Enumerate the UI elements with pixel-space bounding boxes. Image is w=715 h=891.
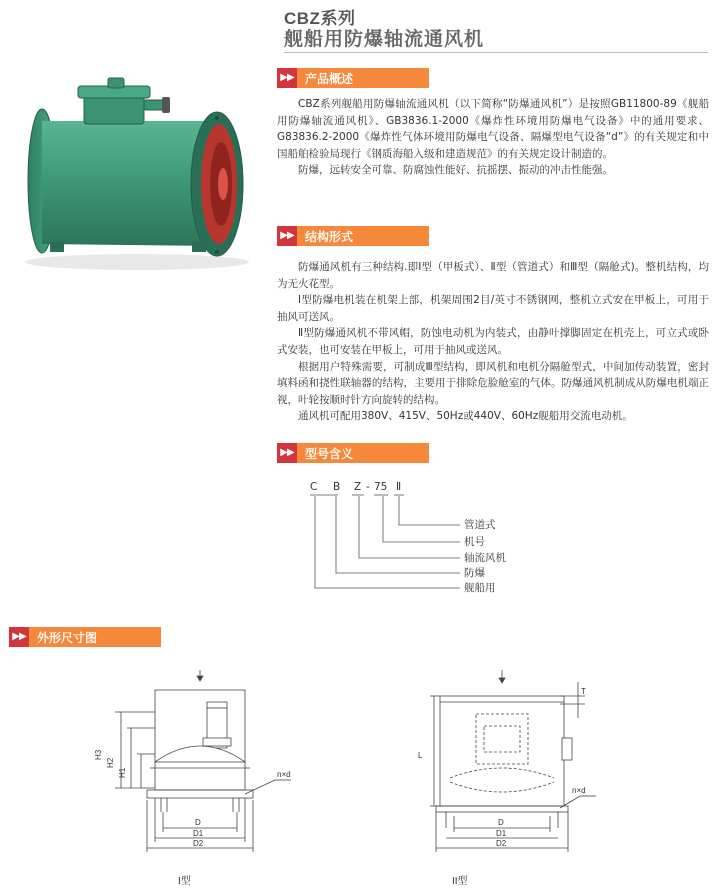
overview-text: [277, 96, 709, 179]
paragraph: 防爆，远转安全可靠、防腐蚀性能好、抗摇摆、振动的冲击性能强。: [298, 164, 613, 177]
meaning-label: 舰船用: [464, 582, 496, 594]
dim-label-h3: H3: [94, 749, 103, 760]
section-banner-structure: [277, 226, 429, 246]
paragraph: 根据用户特殊需要，可制成Ⅲ型结构，即风机和电机分隔舱型式，中间加传动装置，密封填料函和挠性联轴器的结构，主要用于排除危脸舱室的气体。防爆通风机制成从防爆电机端正视，叶轮按顺时针方向旋转的结构。: [277, 360, 709, 406]
dim-label-h2: H2: [106, 757, 115, 768]
code-char: C: [310, 481, 318, 493]
dim-label-l: L: [418, 751, 423, 760]
code-char: Z: [354, 481, 362, 493]
structure-text: [277, 259, 709, 425]
dim-label-d1: D1: [496, 829, 507, 838]
double-chevron-right-icon: ▶▶: [277, 226, 297, 246]
code-char: Ⅱ: [396, 481, 402, 493]
dim-label-d: D: [195, 818, 201, 827]
dim-label-d2: D2: [193, 839, 204, 848]
double-chevron-right-icon: ▶▶: [277, 443, 297, 463]
paragraph: 通风机可配用380V、415V、50Hz或440V、60Hz舰船用交流电动机。: [298, 410, 633, 423]
section-banner-dimensions: [9, 627, 161, 647]
title-divider: [284, 52, 708, 53]
section-title: 外形尺寸图: [37, 630, 98, 645]
double-chevron-right-icon: ▶▶: [9, 627, 29, 647]
dim-label-d: D: [498, 818, 504, 827]
type1-drawing: [95, 668, 305, 868]
code-char: B: [333, 481, 341, 493]
dim-label-d2: D2: [496, 839, 507, 848]
dim-label-h1: H1: [118, 767, 127, 778]
meaning-label: 轴流风机: [464, 552, 506, 564]
double-chevron-right-icon: ▶▶: [277, 68, 297, 88]
product-title: 舰船用防爆轴流通风机: [284, 29, 485, 50]
code-char: -: [366, 481, 370, 493]
type2-drawing: [410, 668, 610, 868]
paragraph: CBZ系列舰船用防爆轴流通风机（以下简称“防爆通风机”）是按照GB11800-89《舰船用防爆轴流通风机》、GB3836.1-2000《爆炸性环境用防爆电气设备》中的通用要求、G83836.2-2000《爆炸性气体环境用防爆电气设备、隔爆型电气设备“d”》的有关规定和中国船舶检验局现行《钢质海船入级和建造规范》的有关规定设计制造的。: [277, 98, 709, 160]
dim-label-t: T: [581, 687, 586, 696]
leader-lines: [310, 495, 460, 588]
series-title: CBZ系列: [284, 9, 356, 28]
paragraph: I型防爆电机装在机架上部，机架周围2目/英寸不锈钢网，整机立式安在甲板上，可用于抽风可送风。: [277, 294, 709, 323]
dim-label-nd: n×d: [277, 770, 291, 779]
dim-label-nd: n×d: [572, 786, 586, 795]
type2-caption: II型: [452, 876, 468, 887]
model-code-diagram: [290, 478, 506, 598]
section-banner-model: [277, 443, 429, 463]
type1-caption: I型: [178, 876, 191, 887]
meaning-label: 防爆: [464, 567, 485, 579]
section-banner-overview: [277, 68, 429, 88]
fan-photo: [12, 66, 262, 276]
paragraph: 防爆通风机有三种结构.即I型（甲板式）、Ⅱ型（管道式）和Ⅲ型（隔舱式)。整机结构，均为无火花型。: [277, 261, 709, 290]
section-title: 型号含义: [305, 446, 354, 461]
section-title: 结构形式: [305, 229, 354, 244]
section-title: 产品概述: [305, 71, 354, 86]
dim-label-d1: D1: [193, 829, 204, 838]
code-char: 75: [374, 481, 388, 493]
meaning-label: 管道式: [464, 519, 496, 531]
meaning-label: 机号: [464, 536, 485, 548]
paragraph: Ⅱ型防爆通风机不带风帽，防蚀电动机为内装式，由静叶撑脚固定在机壳上，可立式或卧式安装，也可安装在甲板上，可用于抽风或送风。: [277, 327, 709, 356]
